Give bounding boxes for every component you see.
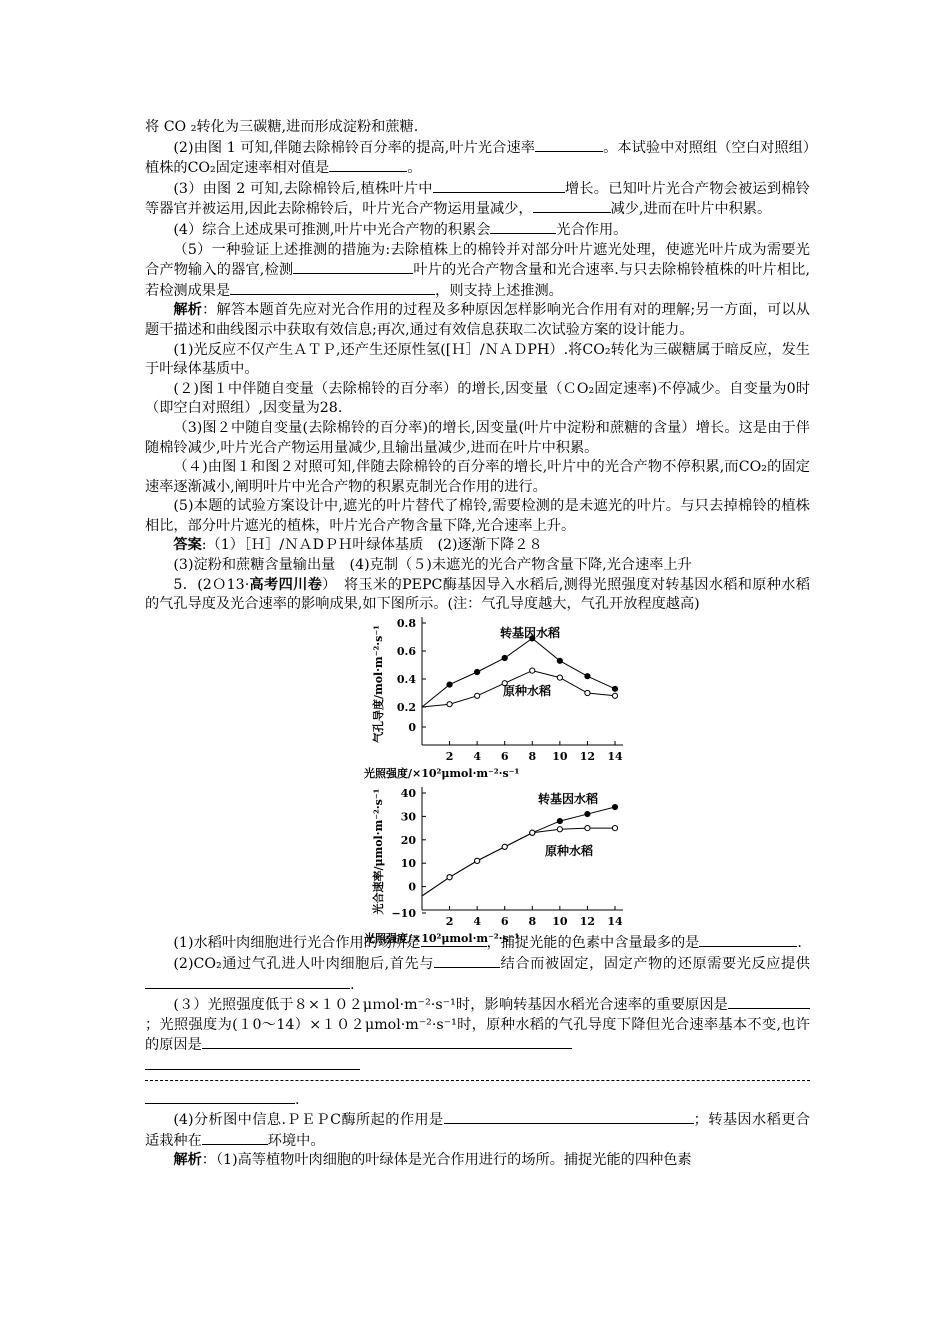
x-tick-label-1: 12	[579, 914, 596, 928]
y-axis-title-1: 光合速率/μmol·m⁻²·s⁻¹	[372, 788, 385, 915]
y-tick-label-0: 0.4	[396, 672, 416, 686]
question-2: (2)由图 1 可知,伴随去除棉铃百分率的提高,叶片光合速率 。本试验中对照组（空白对照组）植株的CO₂固定速率相对值是 。	[145, 139, 810, 177]
x-tick-label-0: 12	[579, 749, 596, 763]
answer-blank[interactable]	[202, 1035, 572, 1049]
y-tick-label-1: −10	[391, 906, 416, 920]
x-tick-label-1: 8	[528, 914, 537, 928]
answer-line-2: (3)淀粉和蔗糖含量输出量 (4)克制（５)未遮光的光合产物含量下降,光合速率上升	[173, 557, 692, 574]
data-point-1-1	[557, 827, 562, 832]
answer-blank[interactable]	[230, 281, 435, 295]
x-tick-label-0: 10	[552, 749, 568, 763]
y-tick-label-0: 0	[408, 720, 416, 734]
answer-blank[interactable]	[145, 1090, 295, 1104]
answer-blank[interactable]	[202, 1131, 268, 1145]
series-line-1-1	[422, 828, 615, 896]
y-tick-label-0: 0.2	[396, 700, 416, 714]
x-tick-label-1: 14	[607, 914, 623, 928]
x-tick-label-0: 14	[607, 749, 623, 763]
y-tick-label-0: 0.8	[396, 616, 416, 630]
x-tick-label-0: 2	[445, 749, 454, 763]
data-point-0-0	[557, 658, 562, 663]
x-axis-title-0: 光照强度/×10²μmol·m⁻²·s⁻¹	[364, 766, 520, 780]
x-tick-label-1: 10	[552, 914, 568, 928]
data-point-1-1	[530, 830, 535, 835]
document-page	[145, 118, 810, 1171]
data-point-1-1	[475, 858, 480, 863]
sub-question-4: (4)分析图中信息.ＰＥＰC酶所起的作用是 ；转基因水稻更合适栽种在 环境中。	[145, 1112, 810, 1149]
analysis-q5: 解析：（1)高等植物叶肉细胞的叶绿体是光合作用进行的场所。捕捉光能的四种色素	[173, 1152, 692, 1169]
analysis-5: (5)本题的试验方案设计中,遮光的叶片替代了棉铃,需要检测的是未遮光的叶片。与只去掉棉铃的植株相比，部分叶片遮光的植株，叶片光合产物含量下降,光合速率上升。	[145, 498, 810, 534]
sub-question-2: (2)CO₂通过气孔进人叶肉细胞后,首先与 结合而被固定，固定产物的还原需要光反应提供.	[145, 954, 810, 995]
data-point-1-0	[612, 804, 617, 809]
y-tick-label-1: 10	[400, 857, 416, 871]
series-label-1-1: 原种水稻	[545, 843, 594, 858]
question-3: (3）由图 2 可知,去除棉铃后,植株叶片中 增长。已知叶片光合产物会被运到棉铃等器官并被运用,因此去除棉铃后，叶片光合产物运用量减少， 减少,进而在叶片中积累。	[145, 180, 810, 218]
blank-line[interactable]	[145, 1056, 810, 1070]
question-4: (4）综合上述成果可推测,叶片中光合产物的积累会 光合作用。	[173, 221, 628, 238]
x-tick-label-1: 2	[445, 914, 454, 928]
y-tick-label-1: 30	[400, 810, 416, 824]
x-axis-title-1: 光照强度/×10²μmol·m⁻²·s⁻¹	[364, 931, 520, 945]
answer-blank[interactable]	[434, 954, 500, 968]
question-5: （5）一种验证上述推测的措施为:去除植株上的棉铃并对部分叶片遮光处理，使遮光叶片成为需要光合产物输入的器官,检测 叶片的光合产物含量和光合速率.与只去除棉铃植株的叶片相比,若检测成果是 ，则支持上述推测。	[145, 241, 810, 299]
answer-blank[interactable]	[433, 179, 565, 193]
sub-question-3-end: .	[145, 1090, 810, 1111]
data-point-0-0	[447, 682, 452, 687]
x-tick-label-0: 4	[473, 749, 481, 763]
data-point-0-1	[612, 693, 617, 698]
y-tick-label-0: 0.6	[396, 644, 416, 658]
data-point-1-1	[612, 825, 617, 830]
answer-line-1: 答案:（1）［Ｈ］/ＮＡDＰＨ叶绿体基质 (2)逐渐下降２８	[173, 537, 543, 554]
y-tick-label-1: 0	[408, 880, 416, 894]
answer-blank[interactable]	[444, 1110, 694, 1124]
data-point-1-0	[585, 811, 590, 816]
data-point-0-0	[585, 673, 590, 678]
sub-question-1: (1)水稻叶肉细胞进行光合作用的场所是 ，捕捉光能的色素中含量最多的是 .	[173, 935, 802, 952]
analysis-2: (２)图１中伴随自变量（去除棉铃的百分率）的增长,因变量（ＣO₂固定速率)不停减少。自变量为0时（即空白对照组）,因变量为28.	[145, 380, 810, 417]
data-point-0-0	[502, 655, 507, 660]
answer-blank[interactable]	[535, 138, 603, 152]
blank-line-dashed[interactable]	[145, 1070, 810, 1090]
x-tick-label-1: 6	[500, 914, 509, 928]
answer-blank[interactable]	[728, 995, 810, 1009]
answer-blank[interactable]	[329, 158, 407, 172]
data-point-1-1	[502, 844, 507, 849]
analysis-1: (1)光反应不仅产生ＡＴＰ,还产生还原性氢([Ｈ］/ＮＡＤPH）.将CO₂转化为三碳糖属于暗反应，发生于叶绿体基质中。	[145, 341, 810, 378]
data-point-1-0	[557, 818, 562, 823]
x-tick-label-0: 6	[500, 749, 509, 763]
data-point-0-1	[585, 690, 590, 695]
answer-blank[interactable]	[699, 933, 797, 947]
data-point-1-1	[447, 874, 452, 879]
data-point-1-1	[585, 825, 590, 830]
answer-blank[interactable]	[293, 260, 413, 274]
y-axis-title-0: 气孔导度/mol·m⁻²·s⁻¹	[372, 624, 385, 743]
para-0: 将 CO ₂转化为三碳糖,进而形成淀粉和蔗糖.	[145, 119, 419, 135]
series-label-1-0: 转基因水稻	[538, 791, 599, 806]
x-tick-label-0: 8	[528, 749, 537, 763]
data-point-0-0	[612, 686, 617, 691]
question-5-stem: 5．(2Ｏ13·高考四川卷） 将玉米的PEPC酶基因导入水稻后,测得光照强度对转基因水稻和原种水稻的气孔导度及光合速率的影响成果,如下图所示。(注：气孔导度越大，气孔开放程度越高)	[145, 576, 810, 613]
answer-blank[interactable]	[533, 199, 611, 213]
data-point-0-1	[447, 701, 452, 706]
answer-blank[interactable]	[490, 220, 556, 234]
analysis-4: （４)由图１和图２对照可知,伴随去除棉铃的百分率的增长,叶片中的光合产物不停积累,而CO₂的固定速率逐渐减小,阐明叶片中光合产物的积累克制光合作用的进行。	[145, 459, 810, 495]
series-label-0-0: 转基因水稻	[500, 625, 561, 640]
x-tick-label-1: 4	[473, 914, 481, 928]
y-tick-label-1: 20	[400, 833, 416, 847]
data-point-0-1	[557, 675, 562, 680]
data-point-0-1	[475, 693, 480, 698]
y-tick-label-1: 40	[400, 786, 416, 800]
analysis-intro: 解析：解答本题首先应对光合作用的过程及多种原因怎样影响光合作用有对的理解;另一方面，可以从题干描述和曲线图示中获取有效信息;再次,通过有效信息获取二次试验方案的设计能力。	[145, 302, 810, 338]
answer-blank[interactable]	[145, 975, 350, 989]
sub-question-3: (３）光照强度低于８×１０２μｍol·m⁻²·s⁻¹时，影响转基因水稻光合速率的重要原因是；光照强度为(１0～14）×１０２μmol·m⁻²·s⁻¹时，原种水稻的气孔导度下降但光合速率基本不变,也许的原因是	[145, 997, 810, 1054]
series-label-0-1: 原种水稻	[503, 683, 552, 698]
data-point-0-1	[530, 668, 535, 673]
analysis-3: （3)图２中随自变量(去除棉铃的百分率)的增长,因变量(叶片中淀粉和蔗糖的含量）增长。这是由于伴随棉铃减少,叶片光合产物运用量减少,且输出量减少,进而在叶片中积累。	[145, 419, 810, 456]
data-point-0-0	[475, 669, 480, 674]
